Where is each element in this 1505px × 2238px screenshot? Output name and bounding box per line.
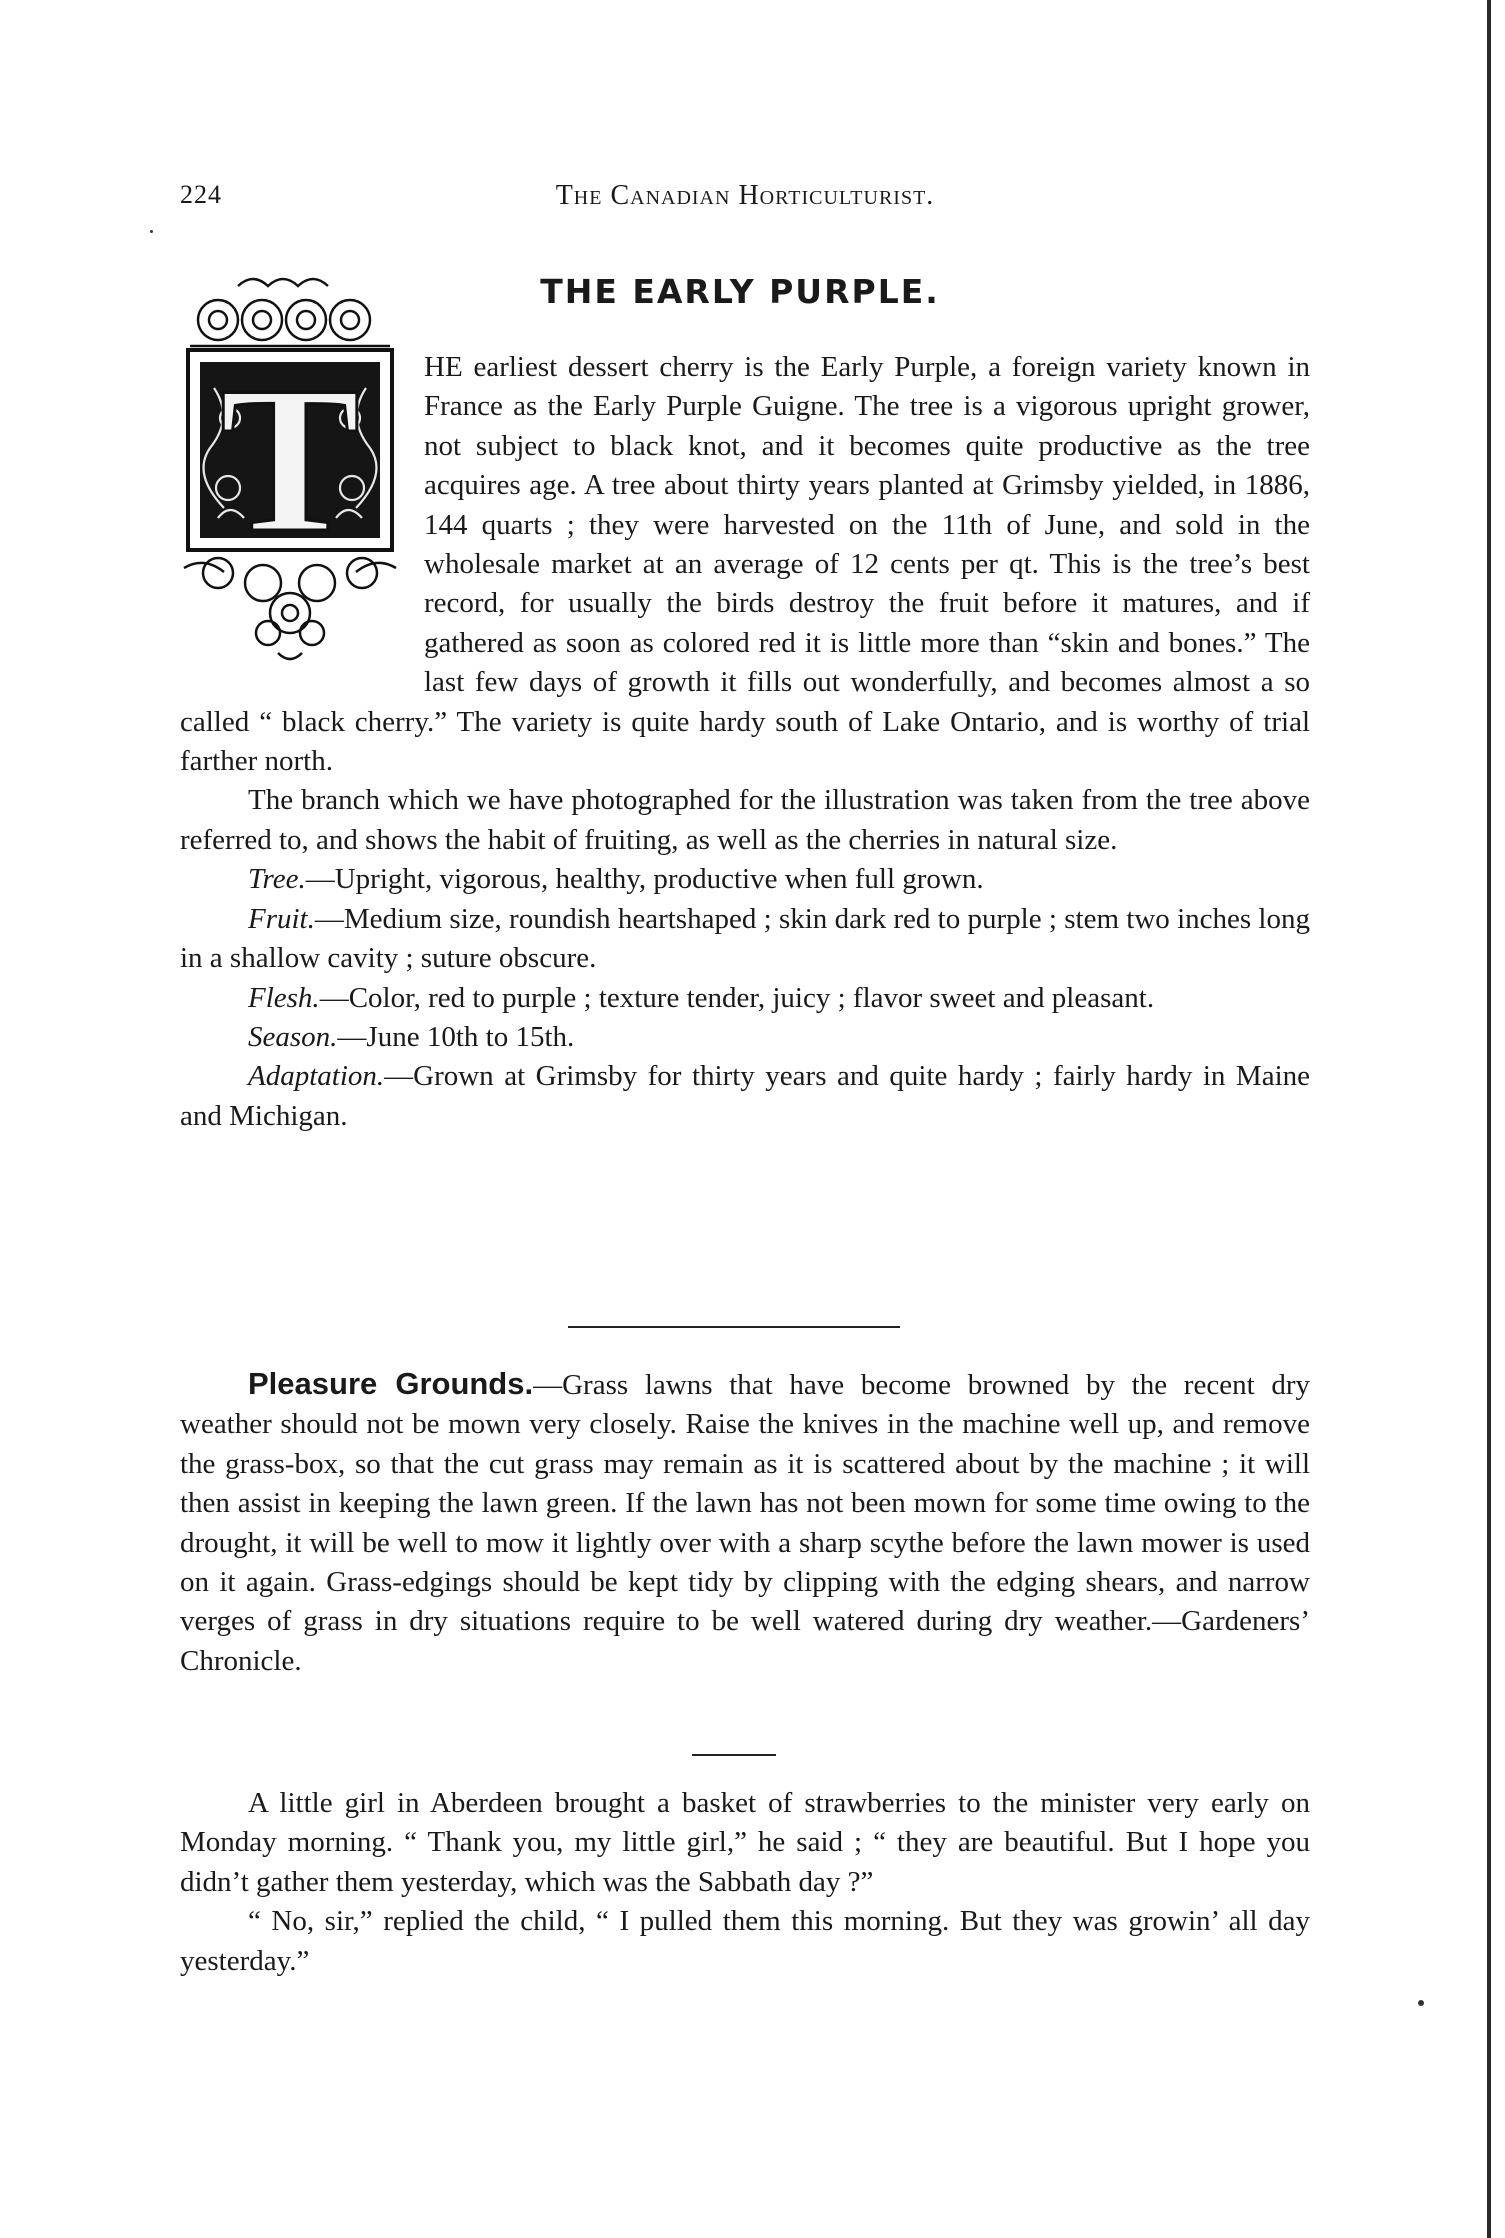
pleasure-grounds-text: —Grass lawns that have become browned by the recent dry weather should not be mown very closely. Raise the knives in the machine well up, and remove the grass-box, so that the cut grass may remain as it is scattered about by the machine ; it will then assist in keeping the lawn green. If the lawn has not been mown for some time owing to the drought, it will be well to mow it lightly over with a sharp scythe before the lawn mower is used on it again. Grass-edgings should be kept tidy by clipping with the edging shears, and narrow verges of grass in dry situations require to be well watered during dry weather.—Gardeners’ Chronicle. — [180, 1369, 1310, 1677]
anecdote-section — [180, 1784, 1310, 1981]
flesh-paragraph — [180, 979, 1310, 1018]
flesh-label: Flesh. — [248, 981, 320, 1014]
running-title: The Canadian Horticulturist. — [555, 180, 935, 211]
adaptation-label: Adaptation. — [248, 1060, 385, 1093]
fruit-paragraph — [180, 900, 1310, 979]
margin-mark — [1418, 2000, 1424, 2006]
season-paragraph — [180, 1018, 1310, 1057]
pleasure-grounds-section — [180, 1364, 1310, 1681]
page-number: 224 — [180, 180, 222, 209]
page-edge-rule — [1487, 0, 1491, 2238]
season-text: —June 10th to 15th. — [337, 1020, 575, 1053]
season-label: Season. — [248, 1020, 338, 1053]
illustration-paragraph: The branch which we have photographed for the illustration was taken from the tree above referred to, and shows the habit of fruiting, as well as the cherries in natural size. — [180, 784, 1310, 856]
drop-cap-letter: T — [219, 344, 361, 576]
tree-label: Tree. — [248, 863, 306, 896]
intro-paragraph: HE earliest dessert cherry is the Early Purple, a foreign variety known in France as the Early Purple Guigne. The tree is a vigorous upright grower, not subject to black knot, and it becomes quite productive as the tree acquires age. A tree about thirty years planted at Grimsby yielded, in 1886, 144 quarts ; they were harvested on the 11th of June, and sold in the wholesale market at an average of 12 cents per qt. This is the tree’s best record, for usually the birds destroy the fruit before it matures, and if gathered as soon as colored red it is little more than “skin and bones.” The last few days of growth it fills out wonderfully, and becomes almost a so called “ black cherry.” The variety is quite hardy south of Lake Ontario, and is worthy of trial farther north. — [180, 351, 1310, 778]
drop-cap-space — [180, 348, 424, 701]
page-header — [180, 180, 1310, 220]
pleasure-grounds-paragraph — [180, 1364, 1310, 1681]
adaptation-paragraph — [180, 1057, 1310, 1136]
anecdote-reply-paragraph: “ No, sir,” replied the child, “ I pulled them this morning. But they was growin’ all day yesterday.” — [180, 1905, 1310, 1977]
section-divider — [568, 1326, 900, 1328]
fruit-label: Fruit. — [248, 902, 315, 935]
flesh-text: —Color, red to purple ; texture tender, juicy ; flavor sweet and pleasant. — [319, 981, 1155, 1014]
adaptation-text: —Grown at Grimsby for thirty years and quite hardy ; fairly hardy in Maine and Michigan. — [180, 1060, 1310, 1132]
article-title: THE EARLY PURPLE. — [540, 272, 940, 311]
anecdote-paragraph: A little girl in Aberdeen brought a basket of strawberries to the minister very early on Monday morning. “ Thank you, my little girl,” he said ; “ they are beautiful. But I hope you didn’t gather them yesterday, which was the Sabbath day ?” — [180, 1787, 1310, 1898]
tree-paragraph — [180, 860, 1310, 899]
tree-text: —Upright, vigorous, healthy, productive when full grown. — [305, 863, 984, 896]
article-body — [180, 348, 1310, 1136]
fruit-text: —Medium size, roundish heartshaped ; skin dark red to purple ; stem two inches long in a shallow cavity ; suture obscure. — [180, 902, 1310, 975]
pleasure-grounds-heading: Pleasure Grounds. — [248, 1366, 534, 1401]
short-divider — [692, 1754, 776, 1756]
speck — [150, 230, 153, 233]
